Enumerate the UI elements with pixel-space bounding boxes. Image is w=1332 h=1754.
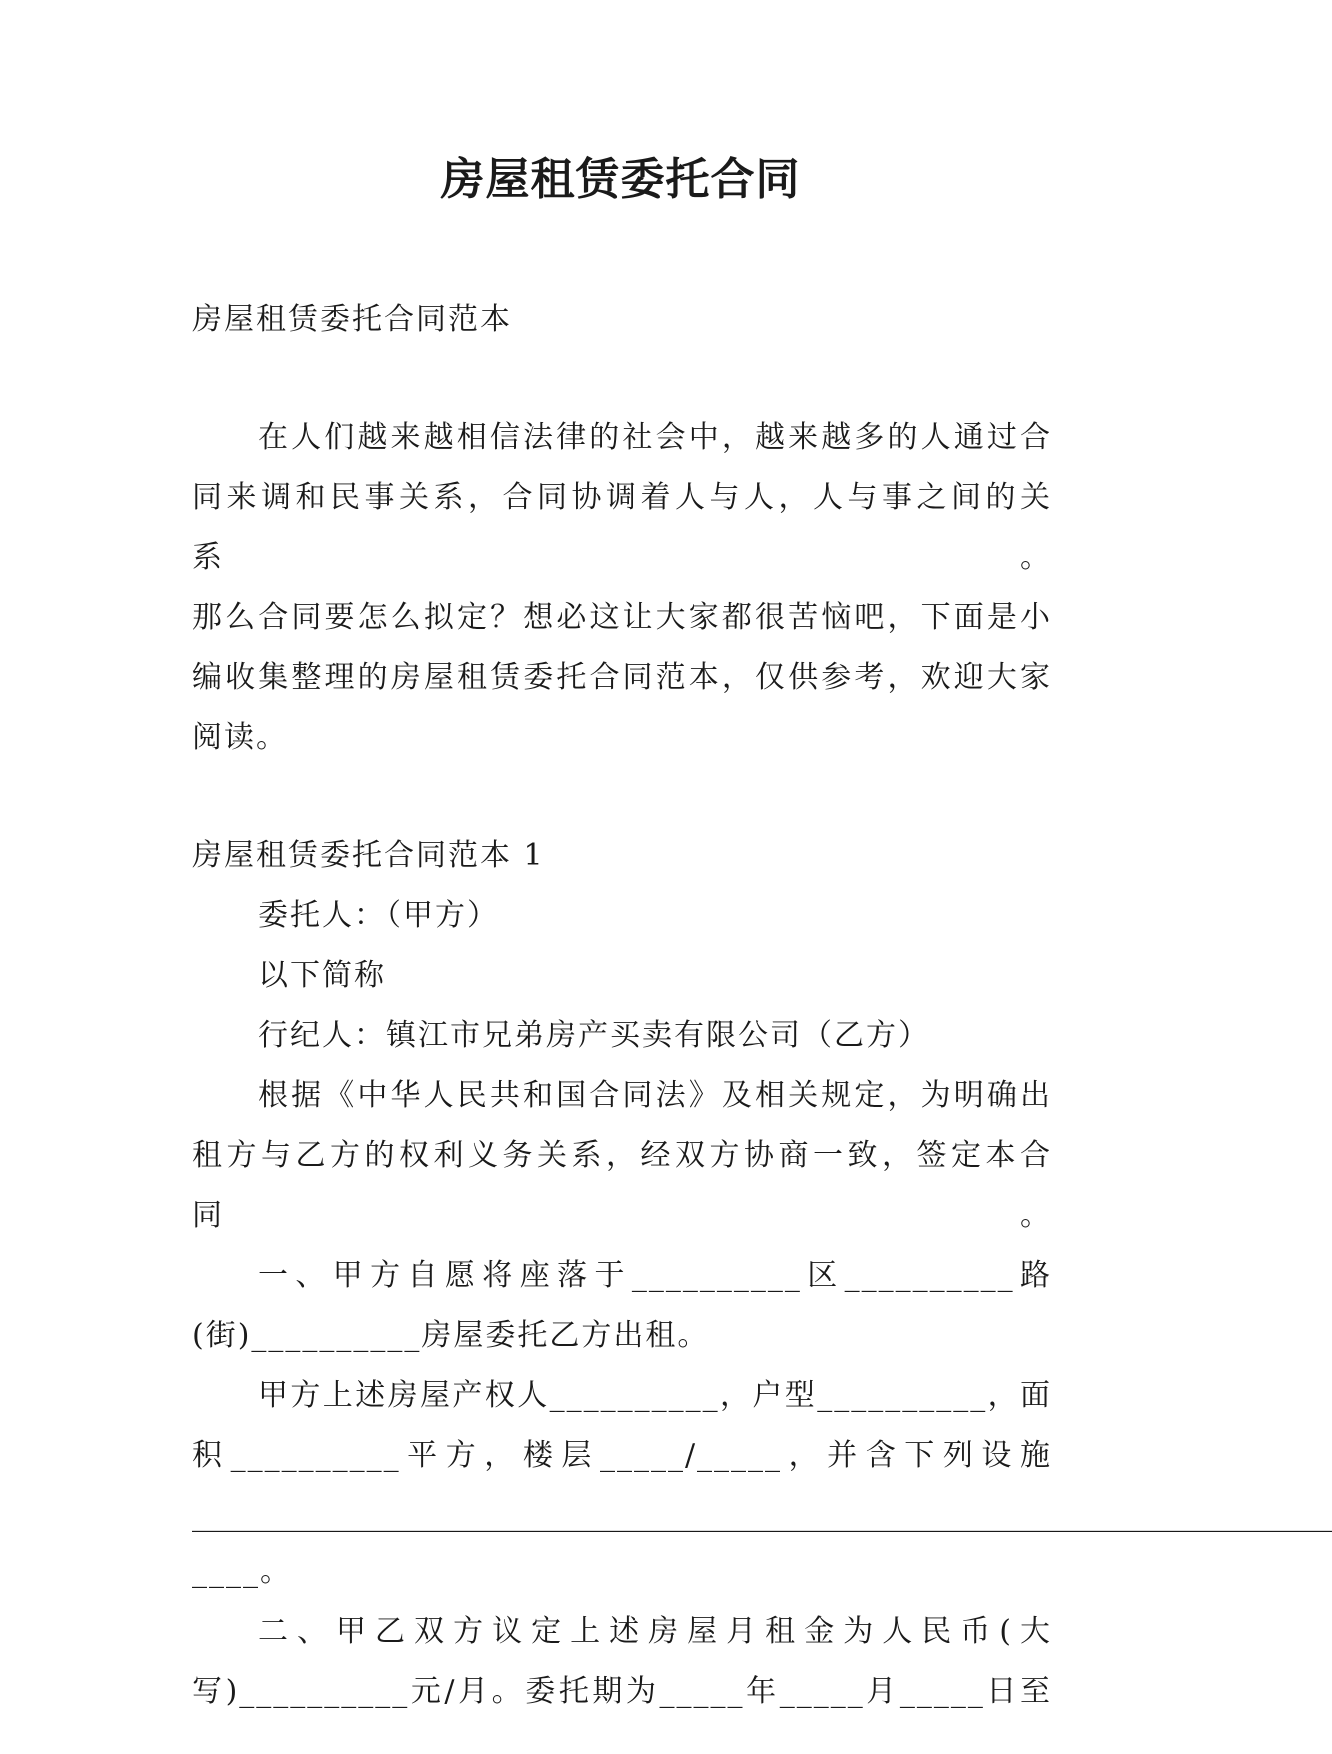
article-1-line-2: (街)__________房屋委托乙方出租。 [192,1318,710,1353]
section-title: 房屋租赁委托合同范本 1 [192,838,545,873]
basis-line-1: 根据《中华人民共和国合同法》及相关规定，为明确出 [258,1078,1052,1113]
document-title: 房屋租赁委托合同 [440,154,801,205]
intro-line-2: 同来调和民事关系，合同协调着人与人，人与事之间的关系。 [192,480,1052,575]
client-line: 委托人：（甲方） [258,898,499,933]
article-1-line-1: 一、甲方自愿将座落于__________区__________路 [258,1258,1052,1293]
article-2-line-1: 二、甲乙双方议定上述房屋月租金为人民币(大 [258,1614,1052,1649]
owner-line-1: 甲方上述房屋产权人__________，户型__________，面 [258,1378,1052,1413]
basis-line-2: 租方与乙方的权利义务关系，经双方协商一致，签定本合同。 [192,1138,1052,1233]
broker-line: 行纪人：镇江市兄弟房产买卖有限公司（乙方） [258,1018,930,1053]
intro-line-1: 在人们越来越相信法律的社会中，越来越多的人通过合 [258,420,1052,455]
document-body [192,290,1332,1722]
subtitle: 房屋租赁委托合同范本 [192,302,512,337]
abbrev-line: 以下简称 [258,958,386,993]
facilities-blank-line: ____________________________________________________________________________ [192,1498,1332,1533]
intro-line-4: 编收集整理的房屋租赁委托合同范本，仅供参考，欢迎大家 [192,660,1052,695]
intro-line-5: 阅读。 [192,720,288,755]
intro-line-3: 那么合同要怎么拟定？想必这让大家都很苦恼吧，下面是小 [192,600,1052,635]
owner-line-2: 积__________平方，楼层_____/_____，并含下列设施 [192,1438,1052,1473]
facilities-end-line: ____。 [192,1554,292,1589]
article-2-line-2: 写)__________元/月。委托期为_____年_____月_____日至 [192,1674,1052,1709]
